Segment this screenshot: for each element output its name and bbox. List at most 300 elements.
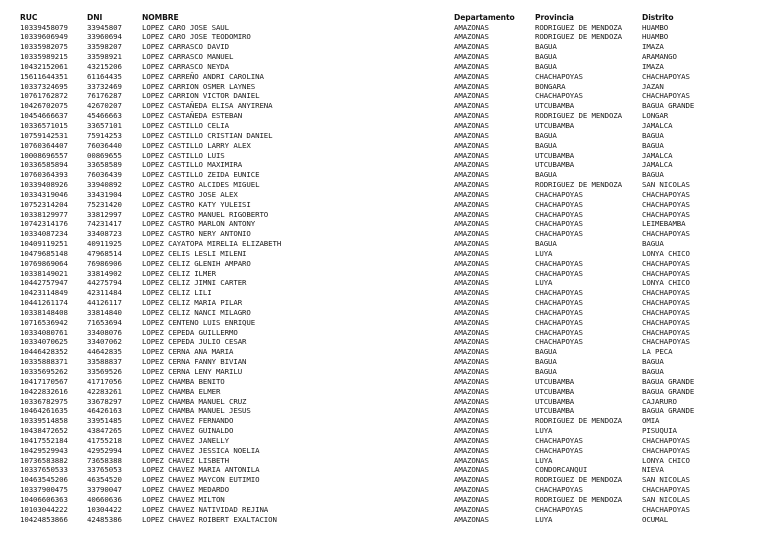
table-row (0, 259, 768, 269)
table-row (0, 485, 768, 495)
cell-dni: 44275794 (87, 278, 122, 288)
table-row (0, 357, 768, 367)
cell-ruc: 10337324695 (20, 81, 68, 91)
cell-ruc: 10769869064 (20, 258, 68, 268)
cell-departamento: AMAZONAS (454, 485, 489, 495)
cell-nombre: LOPEZ CELIZ ILMER (142, 268, 216, 278)
cell-nombre: LOPEZ CARREÑO ANDRI CAROLINA (142, 71, 264, 81)
cell-provincia: LUYA (535, 278, 553, 288)
cell-distrito: CHACHAPOYAS (642, 189, 690, 199)
cell-dni: 71653694 (87, 317, 122, 327)
cell-nombre: LOPEZ CHAMBA BENITO (142, 376, 225, 386)
cell-nombre: LOPEZ CASTRO JOSE ALEX (142, 189, 238, 199)
cell-provincia: CHACHAPOYAS (535, 258, 583, 268)
cell-departamento: AMAZONAS (454, 81, 489, 91)
cell-nombre: LOPEZ CHAVEZ FERNANDO (142, 416, 234, 426)
cell-dni: 40660636 (87, 494, 122, 504)
table-row (0, 249, 768, 259)
cell-provincia: RODRIGUEZ DE MENDOZA (535, 475, 622, 485)
cell-ruc: 10424853866 (20, 514, 68, 524)
cell-provincia: CHACHAPOYAS (535, 268, 583, 278)
table-row (0, 101, 768, 111)
cell-departamento: AMAZONAS (454, 376, 489, 386)
cell-provincia: CHACHAPOYAS (535, 445, 583, 455)
cell-dni: 45466663 (87, 111, 122, 121)
cell-nombre: LOPEZ CERNA FANNY BIVIAN (142, 357, 247, 367)
cell-departamento: AMAZONAS (454, 22, 489, 32)
table-row (0, 42, 768, 52)
cell-distrito: BAGUA (642, 357, 664, 367)
cell-provincia: CHACHAPOYAS (535, 219, 583, 229)
cell-provincia: BAGUA (535, 170, 557, 180)
cell-departamento: AMAZONAS (454, 455, 489, 465)
cell-nombre: LOPEZ CASTILLO ZEIDA EUNICE (142, 170, 260, 180)
table-row (0, 475, 768, 485)
cell-ruc: 10339408926 (20, 180, 68, 190)
cell-distrito: BAGUA (642, 367, 664, 376)
cell-nombre: LOPEZ CASTRO NERY ANTONIO (142, 229, 251, 239)
cell-provincia: CHACHAPOYAS (535, 327, 583, 337)
cell-dni: 47968514 (87, 248, 122, 258)
cell-departamento: AMAZONAS (454, 494, 489, 504)
cell-dni: 61164435 (87, 71, 122, 81)
cell-dni: 44642835 (87, 347, 122, 357)
cell-nombre: LOPEZ CARO JOSE SAUL (142, 22, 229, 32)
cell-departamento: AMAZONAS (454, 229, 489, 239)
cell-departamento: AMAZONAS (454, 416, 489, 426)
cell-dni: 74231417 (87, 219, 122, 229)
table-row (0, 298, 768, 308)
cell-distrito: IMAZA (642, 42, 664, 52)
cell-distrito: LONYA CHICO (642, 455, 690, 465)
cell-departamento: AMAZONAS (454, 180, 489, 190)
cell-departamento: AMAZONAS (454, 248, 489, 258)
cell-departamento: AMAZONAS (454, 445, 489, 455)
table-row (0, 495, 768, 505)
cell-departamento: AMAZONAS (454, 52, 489, 62)
cell-dni: 42952994 (87, 445, 122, 455)
table-row (0, 62, 768, 72)
cell-provincia: CHACHAPOYAS (535, 504, 583, 514)
cell-departamento: AMAZONAS (454, 337, 489, 347)
cell-dni: 33431904 (87, 189, 122, 199)
cell-dni: 33765053 (87, 465, 122, 475)
table-row (0, 337, 768, 347)
cell-provincia: BAGUA (535, 367, 557, 376)
cell-ruc: 10336782975 (20, 396, 68, 406)
table-row (0, 151, 768, 161)
cell-dni: 46354520 (87, 475, 122, 485)
cell-departamento: AMAZONAS (454, 288, 489, 298)
cell-dni: 33408076 (87, 327, 122, 337)
cell-departamento: AMAZONAS (454, 347, 489, 357)
cell-ruc: 10752314204 (20, 199, 68, 209)
cell-departamento: AMAZONAS (454, 475, 489, 485)
cell-departamento: AMAZONAS (454, 170, 489, 180)
cell-dni: 41755218 (87, 435, 122, 445)
cell-dni: 33951485 (87, 416, 122, 426)
cell-distrito: OCUMAL (642, 514, 669, 524)
cell-provincia: BONGARA (535, 81, 566, 91)
cell-dni: 33407062 (87, 337, 122, 347)
table-row (0, 278, 768, 288)
cell-distrito: CAJARURO (642, 396, 677, 406)
cell-provincia: LUYA (535, 455, 553, 465)
cell-ruc: 10417552184 (20, 435, 68, 445)
table-row (0, 436, 768, 446)
header-departamento: Departamento (454, 13, 515, 22)
cell-dni: 41717056 (87, 376, 122, 386)
cell-dni: 46426163 (87, 406, 122, 416)
cell-distrito: PISUQUIA (642, 426, 677, 436)
cell-provincia: BAGUA (535, 140, 557, 150)
table-row (0, 465, 768, 475)
cell-distrito: CHACHAPOYAS (642, 307, 690, 317)
table-row (0, 288, 768, 298)
cell-ruc: 10441261174 (20, 298, 68, 308)
cell-ruc: 10423114849 (20, 288, 68, 298)
cell-distrito: CHACHAPOYAS (642, 298, 690, 308)
cell-departamento: AMAZONAS (454, 199, 489, 209)
cell-ruc: 10337650533 (20, 465, 68, 475)
cell-nombre: LOPEZ CENTENO LUIS ENRIQUE (142, 317, 256, 327)
cell-provincia: UTCUBAMBA (535, 386, 575, 396)
cell-distrito: JAZAN (642, 81, 664, 91)
table-row (0, 377, 768, 387)
cell-dni: 42283261 (87, 386, 122, 396)
table-row (0, 23, 768, 33)
cell-ruc: 10446428352 (20, 347, 68, 357)
cell-dni: 40911925 (87, 239, 122, 249)
cell-dni: 33588837 (87, 357, 122, 367)
cell-ruc: 10426702075 (20, 101, 68, 111)
table-row (0, 387, 768, 397)
cell-provincia: UTCUBAMBA (535, 406, 575, 416)
cell-nombre: LOPEZ CHAVEZ JANELLY (142, 435, 229, 445)
cell-provincia: CHACHAPOYAS (535, 71, 583, 81)
table-row (0, 347, 768, 357)
cell-nombre: LOPEZ CEPEDA GUILLERMO (142, 327, 238, 337)
cell-dni: 33812997 (87, 209, 122, 219)
cell-ruc: 10716536942 (20, 317, 68, 327)
cell-departamento: AMAZONAS (454, 239, 489, 249)
cell-dni: 42311484 (87, 288, 122, 298)
cell-departamento: AMAZONAS (454, 71, 489, 81)
cell-ruc: 10336585894 (20, 160, 68, 170)
cell-distrito: CHACHAPOYAS (642, 258, 690, 268)
cell-nombre: LOPEZ CHAMBA MANUEL JESUS (142, 406, 251, 416)
cell-provincia: RODRIGUEZ DE MENDOZA (535, 416, 622, 426)
cell-provincia: CHACHAPOYAS (535, 435, 583, 445)
cell-distrito: JAMALCA (642, 150, 673, 160)
cell-dni: 75914253 (87, 130, 122, 140)
cell-ruc: 10334319046 (20, 189, 68, 199)
table-row (0, 426, 768, 436)
header-nombre: NOMBRE (142, 13, 179, 22)
cell-distrito: CHACHAPOYAS (642, 504, 690, 514)
cell-distrito: HUAMBO (642, 32, 669, 42)
cell-provincia: BAGUA (535, 357, 557, 367)
cell-ruc: 10337900475 (20, 485, 68, 495)
cell-dni: 33790047 (87, 485, 122, 495)
cell-dni: 43847265 (87, 426, 122, 436)
cell-departamento: AMAZONAS (454, 209, 489, 219)
cell-dni: 33569526 (87, 367, 122, 376)
cell-provincia: RODRIGUEZ DE MENDOZA (535, 32, 622, 42)
cell-departamento: AMAZONAS (454, 160, 489, 170)
cell-departamento: AMAZONAS (454, 367, 489, 376)
table-row (0, 367, 768, 377)
cell-ruc: 10008696557 (20, 150, 68, 160)
cell-nombre: LOPEZ CASTILLO CRISTIAN DANIEL (142, 130, 273, 140)
table-row (0, 141, 768, 151)
cell-dni: 00869655 (87, 150, 122, 160)
cell-dni: 76986906 (87, 258, 122, 268)
cell-departamento: AMAZONAS (454, 307, 489, 317)
cell-distrito: HUAMBO (642, 22, 669, 32)
cell-ruc: 10742314176 (20, 219, 68, 229)
cell-ruc: 10338149021 (20, 268, 68, 278)
cell-provincia: UTCUBAMBA (535, 376, 575, 386)
cell-ruc: 10432152061 (20, 61, 68, 71)
cell-departamento: AMAZONAS (454, 32, 489, 42)
cell-distrito: CHACHAPOYAS (642, 288, 690, 298)
cell-nombre: LOPEZ CELIZ LILI (142, 288, 212, 298)
cell-nombre: LOPEZ CHAVEZ JESSICA NOELIA (142, 445, 260, 455)
cell-nombre: LOPEZ CARRION OSMER LAYNES (142, 81, 256, 91)
cell-nombre: LOPEZ CHAMBA MANUEL CRUZ (142, 396, 247, 406)
cell-provincia: CHACHAPOYAS (535, 337, 583, 347)
cell-nombre: LOPEZ CHAMBA ELMER (142, 386, 221, 396)
cell-distrito: LONYA CHICO (642, 278, 690, 288)
cell-provincia: BAGUA (535, 52, 557, 62)
cell-ruc: 10336571015 (20, 121, 68, 130)
cell-nombre: LOPEZ CASTILLO MAXIMIRA (142, 160, 243, 170)
cell-provincia: CHACHAPOYAS (535, 199, 583, 209)
cell-nombre: LOPEZ CARRASCO MANUEL (142, 52, 234, 62)
cell-ruc: 10438472652 (20, 426, 68, 436)
cell-departamento: AMAZONAS (454, 514, 489, 524)
cell-ruc: 10429529943 (20, 445, 68, 455)
cell-distrito: CHACHAPOYAS (642, 91, 690, 101)
cell-provincia: CONDORCANQUI (535, 465, 588, 475)
cell-distrito: CHACHAPOYAS (642, 337, 690, 347)
cell-departamento: AMAZONAS (454, 426, 489, 436)
cell-ruc: 10338129977 (20, 209, 68, 219)
cell-nombre: LOPEZ CEPEDA JULIO CESAR (142, 337, 247, 347)
cell-provincia: CHACHAPOYAS (535, 485, 583, 495)
table-row (0, 82, 768, 92)
cell-dni: 33940892 (87, 180, 122, 190)
cell-nombre: LOPEZ CHAVEZ MILTON (142, 494, 225, 504)
cell-nombre: LOPEZ CARO JOSE TEODOMIRO (142, 32, 251, 42)
table-row (0, 180, 768, 190)
cell-dni: 33945807 (87, 22, 122, 32)
cell-provincia: RODRIGUEZ DE MENDOZA (535, 494, 622, 504)
cell-dni: 33678297 (87, 396, 122, 406)
cell-nombre: LOPEZ CASTRO MARLON ANTONY (142, 219, 256, 229)
cell-provincia: CHACHAPOYAS (535, 307, 583, 317)
cell-provincia: CHACHAPOYAS (535, 229, 583, 239)
table-row (0, 397, 768, 407)
cell-distrito: BAGUA (642, 140, 664, 150)
table-row (0, 239, 768, 249)
cell-departamento: AMAZONAS (454, 435, 489, 445)
table-row (0, 121, 768, 131)
table-row (0, 456, 768, 466)
cell-departamento: AMAZONAS (454, 42, 489, 52)
cell-dni: 33814840 (87, 307, 122, 317)
cell-ruc: 10339458079 (20, 22, 68, 32)
cell-distrito: BAGUA GRANDE (642, 406, 695, 416)
table-row (0, 406, 768, 416)
cell-nombre: LOPEZ CASTILLO LUIS (142, 150, 225, 160)
cell-provincia: UTCUBAMBA (535, 160, 575, 170)
cell-dni: 33960694 (87, 32, 122, 42)
cell-dni: 33408723 (87, 229, 122, 239)
cell-distrito: SAN NICOLAS (642, 494, 690, 504)
cell-nombre: LOPEZ CASTRO KATY YULEISI (142, 199, 251, 209)
cell-nombre: LOPEZ CHAVEZ MAYCON EUTIMIO (142, 475, 260, 485)
cell-nombre: LOPEZ CHAVEZ MARIA ANTONILA (142, 465, 260, 475)
header-distrito: Distrito (642, 13, 674, 22)
cell-ruc: 10463545206 (20, 475, 68, 485)
cell-departamento: AMAZONAS (454, 327, 489, 337)
table-header-row (0, 13, 768, 23)
cell-distrito: NIEVA (642, 465, 664, 475)
table-row (0, 219, 768, 229)
table-row (0, 170, 768, 180)
table-row (0, 200, 768, 210)
cell-dni: 33598921 (87, 52, 122, 62)
cell-ruc: 10103044222 (20, 504, 68, 514)
cell-ruc: 10464261635 (20, 406, 68, 416)
cell-nombre: LOPEZ CARRASCO DAVID (142, 42, 229, 52)
cell-dni: 75231420 (87, 199, 122, 209)
cell-distrito: BAGUA GRANDE (642, 376, 695, 386)
table-row (0, 318, 768, 328)
cell-departamento: AMAZONAS (454, 268, 489, 278)
cell-departamento: AMAZONAS (454, 189, 489, 199)
cell-provincia: BAGUA (535, 42, 557, 52)
cell-ruc: 10339514858 (20, 416, 68, 426)
cell-nombre: LOPEZ CELIZ NANCI MILAGRO (142, 307, 251, 317)
cell-provincia: LUYA (535, 426, 553, 436)
cell-nombre: LOPEZ CHAVEZ MEDARDO (142, 485, 229, 495)
table-row (0, 111, 768, 121)
table-row (0, 328, 768, 338)
cell-nombre: LOPEZ CELIS LESLI MILENI (142, 248, 247, 258)
cell-distrito: LONGAR (642, 111, 669, 121)
cell-dni: 42670207 (87, 101, 122, 111)
cell-distrito: ARAMANGO (642, 52, 677, 62)
cell-distrito: CHACHAPOYAS (642, 435, 690, 445)
cell-ruc: 10335888371 (20, 357, 68, 367)
cell-distrito: BAGUA (642, 239, 664, 249)
cell-provincia: LUYA (535, 514, 553, 524)
cell-provincia: RODRIGUEZ DE MENDOZA (535, 111, 622, 121)
cell-provincia: UTCUBAMBA (535, 150, 575, 160)
cell-dni: 33814902 (87, 268, 122, 278)
cell-distrito: SAN NICOLAS (642, 475, 690, 485)
cell-departamento: AMAZONAS (454, 465, 489, 475)
cell-departamento: AMAZONAS (454, 111, 489, 121)
cell-distrito: CHACHAPOYAS (642, 268, 690, 278)
cell-departamento: AMAZONAS (454, 130, 489, 140)
cell-provincia: BAGUA (535, 239, 557, 249)
cell-provincia: UTCUBAMBA (535, 121, 575, 130)
cell-distrito: IMAZA (642, 61, 664, 71)
cell-provincia: CHACHAPOYAS (535, 189, 583, 199)
cell-distrito: BAGUA GRANDE (642, 386, 695, 396)
cell-dni: 43215206 (87, 61, 122, 71)
cell-ruc: 10334087234 (20, 229, 68, 239)
table-row (0, 446, 768, 456)
cell-ruc: 10335695262 (20, 367, 68, 376)
table-row (0, 72, 768, 82)
cell-nombre: LOPEZ CERNA ANA MARIA (142, 347, 234, 357)
cell-ruc: 10454666637 (20, 111, 68, 121)
table-row (0, 505, 768, 515)
cell-provincia: RODRIGUEZ DE MENDOZA (535, 22, 622, 32)
table-row (0, 229, 768, 239)
cell-dni: 73658388 (87, 455, 122, 465)
cell-provincia: BAGUA (535, 130, 557, 140)
cell-departamento: AMAZONAS (454, 219, 489, 229)
cell-provincia: CHACHAPOYAS (535, 288, 583, 298)
cell-ruc: 10334070625 (20, 337, 68, 347)
table-row (0, 269, 768, 279)
header-dni: DNI (87, 13, 103, 22)
table-row (0, 416, 768, 426)
cell-distrito: CHACHAPOYAS (642, 317, 690, 327)
cell-nombre: LOPEZ CELIZ JIMNI CARTER (142, 278, 247, 288)
cell-distrito: BAGUA GRANDE (642, 101, 695, 111)
cell-departamento: AMAZONAS (454, 278, 489, 288)
cell-nombre: LOPEZ CARRASCO NEYDA (142, 61, 229, 71)
cell-nombre: LOPEZ CARRION VICTOR DANIEL (142, 91, 260, 101)
cell-nombre: LOPEZ CASTRO MANUEL RIGOBERTO (142, 209, 269, 219)
cell-departamento: AMAZONAS (454, 298, 489, 308)
cell-distrito: SAN NICOLAS (642, 180, 690, 190)
cell-distrito: LONYA CHICO (642, 248, 690, 258)
cell-ruc: 10479685148 (20, 248, 68, 258)
table-row (0, 308, 768, 318)
cell-provincia: BAGUA (535, 347, 557, 357)
cell-nombre: LOPEZ CASTAÑEDA ELISA ANYIRENA (142, 101, 273, 111)
cell-dni: 44126117 (87, 298, 122, 308)
table-row (0, 91, 768, 101)
cell-provincia: BAGUA (535, 61, 557, 71)
cell-departamento: AMAZONAS (454, 317, 489, 327)
cell-ruc: 10422832616 (20, 386, 68, 396)
cell-ruc: 10335982075 (20, 42, 68, 52)
header-provincia: Provincia (535, 13, 574, 22)
cell-provincia: RODRIGUEZ DE MENDOZA (535, 180, 622, 190)
table-row (0, 131, 768, 141)
cell-departamento: AMAZONAS (454, 357, 489, 367)
cell-nombre: LOPEZ CELIZ MARIA PILAR (142, 298, 243, 308)
cell-distrito: CHACHAPOYAS (642, 71, 690, 81)
cell-provincia: CHACHAPOYAS (535, 298, 583, 308)
cell-departamento: AMAZONAS (454, 140, 489, 150)
cell-ruc: 10417170567 (20, 376, 68, 386)
table-row (0, 190, 768, 200)
cell-distrito: OMIA (642, 416, 660, 426)
cell-nombre: LOPEZ CASTILLO CELIA (142, 121, 229, 130)
cell-nombre: LOPEZ CHAVEZ GUINALDO (142, 426, 234, 436)
cell-ruc: 10338148408 (20, 307, 68, 317)
